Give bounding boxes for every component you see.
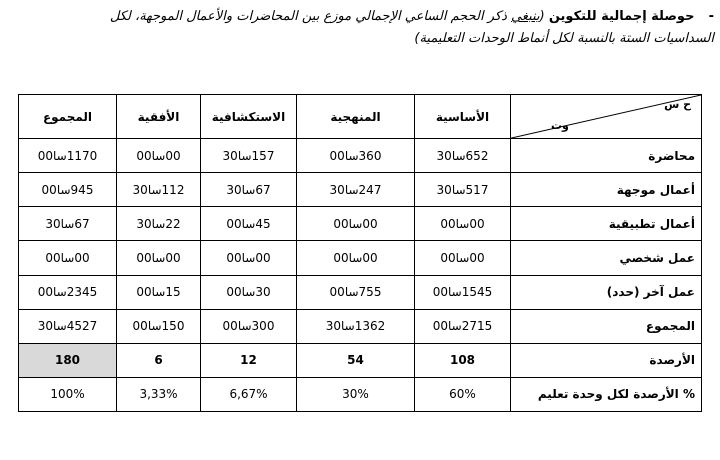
- table-cell: 6,67%: [201, 377, 297, 411]
- column-header: الأفقية: [117, 95, 201, 139]
- row-label: أعمال موجهة: [511, 173, 702, 207]
- table-cell: 15سا00: [117, 275, 201, 309]
- table-cell: 360سا00: [297, 139, 415, 173]
- table-cell: 00سا00: [117, 241, 201, 275]
- column-header: المنهجية: [297, 95, 415, 139]
- table-cell: 00سا00: [415, 207, 511, 241]
- row-label: % الأرصدة لكل وحدة تعليم: [511, 377, 702, 411]
- table-cell: 300سا00: [201, 309, 297, 343]
- row-label: عمل آخر (حدد): [511, 275, 702, 309]
- table-cell: 247سا30: [297, 173, 415, 207]
- table-cell: 00سا00: [415, 241, 511, 275]
- table-cell: 22سا30: [117, 207, 201, 241]
- table-row: [19, 309, 702, 343]
- table-cell: 30سا00: [201, 275, 297, 309]
- table-cell: 67سا30: [201, 173, 297, 207]
- table-cell: 00سا00: [297, 207, 415, 241]
- training-summary-table: [18, 94, 702, 412]
- heading-note-line-1: ذكر الحجم الساعي الإجمالي موزع بين المحاضرات والأعمال الموجهة، لكل: [109, 9, 507, 24]
- corner-label-bottom: وت: [551, 119, 569, 133]
- table-row: [19, 173, 702, 207]
- column-header: الأساسية: [415, 95, 511, 139]
- table-header-row: [19, 95, 702, 139]
- table-cell: 112سا30: [117, 173, 201, 207]
- row-label: أعمال تطبيقية: [511, 207, 702, 241]
- table-cell: 30%: [297, 377, 415, 411]
- row-label: المجموع: [511, 309, 702, 343]
- table-cell: 00سا00: [117, 139, 201, 173]
- table-cell: 54: [297, 343, 415, 377]
- bullet-dash: -: [708, 9, 714, 24]
- table-cell: 60%: [415, 377, 511, 411]
- table-cell: 67سا30: [19, 207, 117, 241]
- table-corner-cell: [511, 95, 702, 139]
- table-cell: 6: [117, 343, 201, 377]
- table-cell: 45سا00: [201, 207, 297, 241]
- table-row: [19, 139, 702, 173]
- heading-note-line-2: السداسيات الستة بالنسبة لكل أنماط الوحدات التعليمية): [414, 31, 714, 46]
- table-cell: 108: [415, 343, 511, 377]
- table-cell: 1545سا00: [415, 275, 511, 309]
- heading-line-1: [20, 6, 714, 28]
- row-label: عمل شخصي: [511, 241, 702, 275]
- table-cell: 157سا30: [201, 139, 297, 173]
- table-cell: 652سا30: [415, 139, 511, 173]
- row-label: الأرصدة: [511, 343, 702, 377]
- corner-label-top: ح س: [664, 98, 691, 111]
- table-cell: 2345سا00: [19, 275, 117, 309]
- total-credits-cell: 180: [19, 343, 117, 377]
- table-cell: 517سا30: [415, 173, 511, 207]
- column-header: المجموع: [19, 95, 117, 139]
- section-heading: [20, 6, 714, 50]
- table-cell: 100%: [19, 377, 117, 411]
- table-cell: 12: [201, 343, 297, 377]
- table-row: [19, 207, 702, 241]
- table-row: [19, 343, 702, 377]
- table-cell: 2715سا00: [415, 309, 511, 343]
- table-cell: 150سا00: [117, 309, 201, 343]
- heading-open-paren: (: [539, 9, 545, 24]
- table-cell: 00سا00: [201, 241, 297, 275]
- heading-underlined-word: ينبغي: [511, 9, 540, 24]
- table-row: [19, 241, 702, 275]
- table-cell: 755سا00: [297, 275, 415, 309]
- table-cell: 945سا00: [19, 173, 117, 207]
- table-cell: 3,33%: [117, 377, 201, 411]
- table-cell: 1170سا00: [19, 139, 117, 173]
- column-header: الاستكشافية: [201, 95, 297, 139]
- heading-title: حوصلة إجمالية للتكوين: [548, 9, 695, 24]
- table-row: [19, 377, 702, 411]
- table-cell: 4527سا30: [19, 309, 117, 343]
- row-label: محاضرة: [511, 139, 702, 173]
- table-cell: 00سا00: [297, 241, 415, 275]
- table-cell: 00سا00: [19, 241, 117, 275]
- table-cell: 1362سا30: [297, 309, 415, 343]
- table-row: [19, 275, 702, 309]
